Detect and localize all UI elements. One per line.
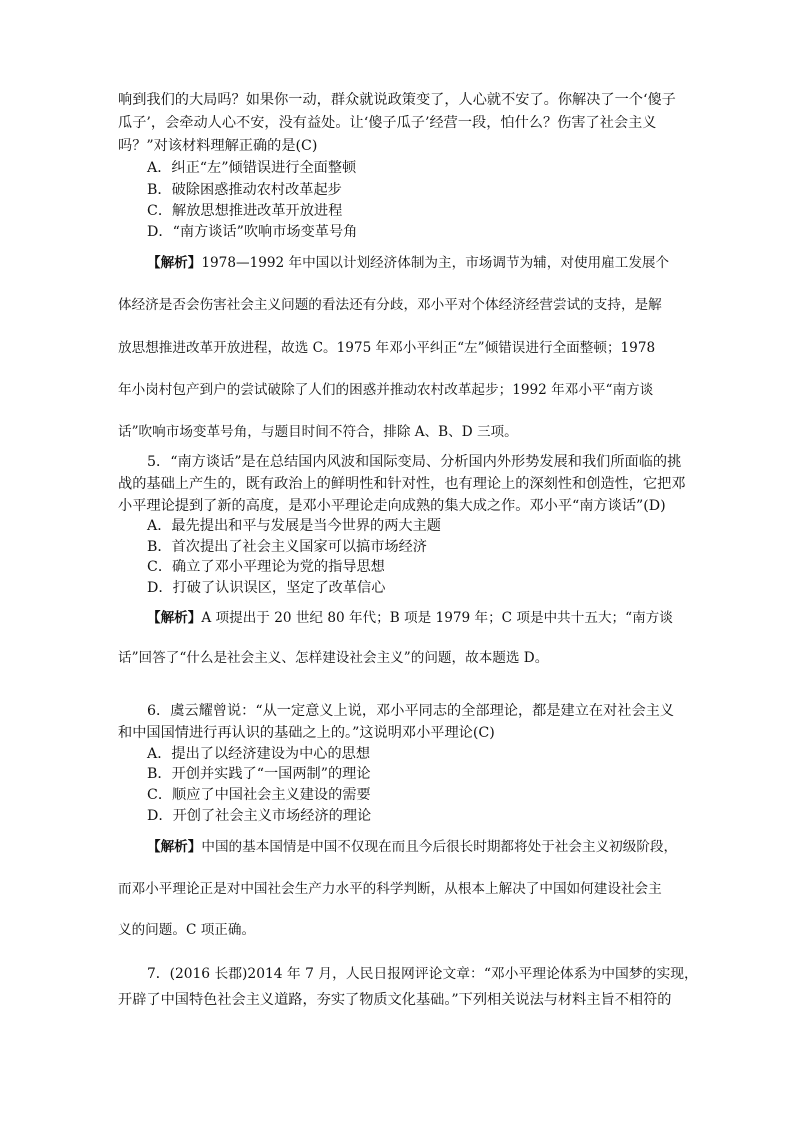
q7-stem-line-1: 7．(2016 长郡)2014 年 7 月，人民日报网评论文章：“邓小平理论体系为中国梦的实现， xyxy=(147,966,698,982)
q5-stem-line-3: 小平理论提到了新的高度，是邓小平理论走向成熟的集大成之作。邓小平“南方谈话”(D) xyxy=(118,498,666,514)
q5-option-b: B．首次提出了社会主义国家可以搞市场经济 xyxy=(147,539,427,555)
q5-analysis-text-1: A 项提出于 20 世纪 80 年代；B 项是 1979 年；C 项是中共十五大；“南方谈 xyxy=(201,610,673,626)
q5-analysis-tag: 【解析】 xyxy=(147,610,202,626)
q7-stem-line-2: 开辟了中国特色社会主义道路，夯实了物质文化基础。”下列相关说法与材料主旨不相符的 xyxy=(118,992,672,1008)
q5-analysis-line-1 xyxy=(147,608,673,628)
q5-option-d: D．打破了认识误区，坚定了改革信心 xyxy=(147,580,386,596)
q4-analysis-line-3: 放思想推进改革开放进程，故选 C。1975 年邓小平纠正“左”倾错误进行全面整顿；1978 xyxy=(118,340,656,356)
q6-analysis-line-3: 义的问题。C 项正确。 xyxy=(118,922,256,938)
q5-analysis-line-2: 话”回答了“什么是社会主义、怎样建设社会主义”的问题，故本题选 D。 xyxy=(118,650,549,666)
q6-analysis-tag: 【解析】 xyxy=(147,839,202,855)
q4-analysis-line-1 xyxy=(147,253,669,273)
q5-option-a: A．最先提出和平与发展是当今世界的两大主题 xyxy=(147,518,441,534)
q4-option-a: A．纠正“左”倾错误进行全面整顿 xyxy=(147,160,357,176)
q4-analysis-tag: 【解析】 xyxy=(147,255,202,271)
q6-analysis-line-2: 而邓小平理论正是对中国社会生产力水平的科学判断，从根本上解决了中国如何建设社会主 xyxy=(118,881,662,897)
q4-analysis-line-4: 年小岗村包产到户的尝试破除了人们的困惑并推动农村改革起步；1992 年邓小平“南方谈 xyxy=(118,382,654,398)
q4-option-d: D．“南方谈话”吹响市场变革号角 xyxy=(147,224,358,240)
q4-stem-line-1: 响到我们的大局吗？如果你一动，群众就说政策变了，人心就不安了。你解决了一个‘傻子 xyxy=(118,92,676,108)
q4-option-b: B．破除困惑推动农村改革起步 xyxy=(147,182,342,198)
q5-option-c: C．确立了邓小平理论为党的指导思想 xyxy=(147,559,385,575)
q4-analysis-line-2: 体经济是否会伤害社会主义问题的看法还有分歧，邓小平对个体经济经营尝试的支持，是解 xyxy=(118,297,662,313)
q5-stem-line-1: 5．“南方谈话”是在总结国内风波和国际变局、分析国内外形势发展和我们所面临的挑 xyxy=(147,454,682,470)
q6-stem-line-1: 6．虞云耀曾说：“从一定意义上说，邓小平同志的全部理论，都是建立在对社会主义 xyxy=(147,703,675,719)
q6-stem-line-2: 和中国国情进行再认识的基础之上的。”这说明邓小平理论(C) xyxy=(118,725,495,741)
q6-option-a: A．提出了以经济建设为中心的思想 xyxy=(147,746,371,762)
q4-option-c: C．解放思想推进改革开放进程 xyxy=(147,203,343,219)
q6-option-b: B．开创并实践了“一国两制”的理论 xyxy=(147,766,371,782)
q6-analysis-text-1: 中国的基本国情是中国不仅现在而且今后很长时期都将处于社会主义初级阶段， xyxy=(201,839,678,855)
q6-option-d: D．开创了社会主义市场经济的理论 xyxy=(147,808,372,824)
q5-stem-line-2: 战的基础上产生的，既有政治上的鲜明性和针对性，也有理论上的深刻性和创造性，它把邓 xyxy=(118,476,686,492)
q6-analysis-line-1 xyxy=(147,837,677,857)
q6-option-c: C．顺应了中国社会主义建设的需要 xyxy=(147,787,371,803)
q4-stem-line-3: 吗？”对该材料理解正确的是(C) xyxy=(118,138,318,154)
q4-analysis-text-1: 1978—1992 年中国以计划经济体制为主，市场调节为辅，对使用雇工发展个 xyxy=(201,255,670,271)
q4-analysis-line-5: 话”吹响市场变革号角，与题目时间不符合，排除 A、B、D 三项。 xyxy=(118,424,518,440)
q4-stem-line-2: 瓜子’，会牵动人心不安，没有益处。让‘傻子瓜子’经营一段，怕什么？伤害了社会主义 xyxy=(118,115,657,131)
